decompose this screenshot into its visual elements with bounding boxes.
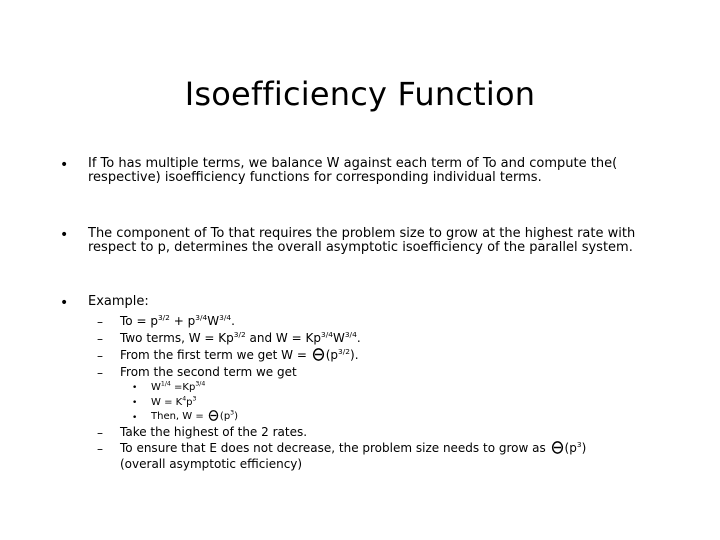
theta-icon xyxy=(312,348,325,361)
example-subline-1: $W^{1/4} =Kp^{3/4}$ xyxy=(151,380,206,393)
example-line-6: To ensure that E does not decrease, the problem size needs to grow as $(p^3)$ xyxy=(120,440,587,455)
example-line-5: Take the highest of the 2 rates. xyxy=(120,425,308,439)
dash-marker: – xyxy=(97,366,103,380)
bullet-marker: • xyxy=(60,157,69,173)
dash-marker: – xyxy=(97,315,103,329)
example-line-1: $To = p^{3/2} + p^{3/4}W^{3/4}$. xyxy=(120,313,235,328)
dash-marker: – xyxy=(97,349,103,363)
subbullet-marker: • xyxy=(132,383,138,393)
theta-icon xyxy=(551,441,564,454)
bullet-2-text: The component of To that requires the problem size to grow at the highest rate with respect to p, determines the overall asymptotic isoefficiency of the parallel system. xyxy=(88,226,636,255)
example-line-2: Two terms, $W = Kp^{3/2}$ and $W = Kp^{3/4}W^{3/4}$. xyxy=(120,330,361,345)
example-line-3: From the first term we get $W = (p^{3/2})$. xyxy=(120,347,359,362)
example-subline-2: $W = K^4p^3$ xyxy=(151,395,197,408)
bullet-marker: • xyxy=(60,227,69,243)
dash-marker: – xyxy=(97,442,103,456)
bullet-marker: • xyxy=(60,295,69,311)
bullet-1-text: If To has multiple terms, we balance W against each term of To and compute the( respective) isoefficiency functions for corresponding individual terms. xyxy=(88,156,618,185)
subbullet-marker: • xyxy=(132,413,138,423)
subbullet-marker: • xyxy=(132,398,138,408)
dash-marker: – xyxy=(97,426,103,440)
example-line-4: From the second term we get xyxy=(120,365,297,379)
example-line-7: (overall asymptotic efficiency) xyxy=(120,457,303,471)
theta-icon xyxy=(208,410,219,421)
slide-title: Isoefficiency Function xyxy=(184,75,536,113)
bullet-3-text: Example: xyxy=(88,294,149,309)
example-subline-3: Then, $W = (p^3)$ xyxy=(151,409,239,422)
dash-marker: – xyxy=(97,332,103,346)
